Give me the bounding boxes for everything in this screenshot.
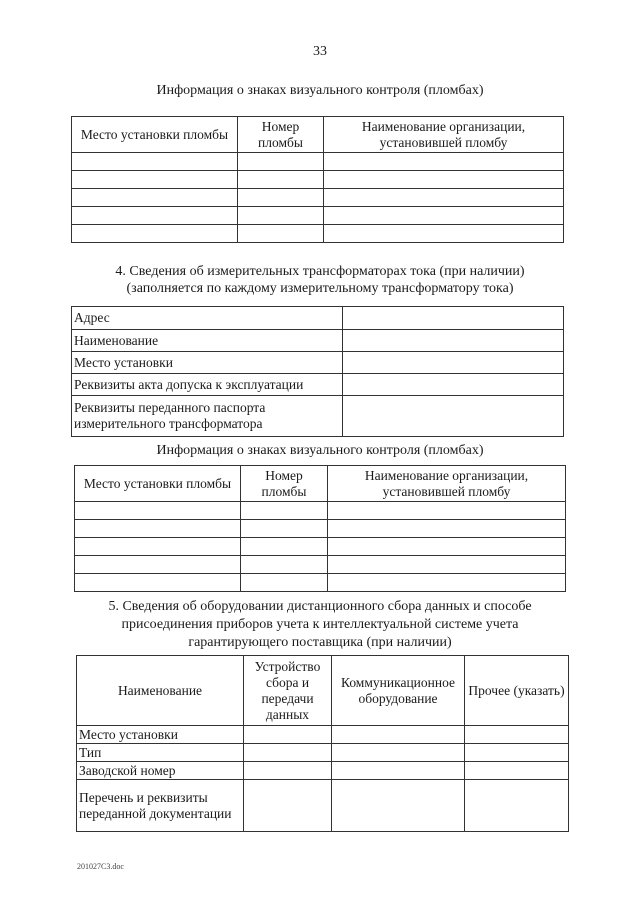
table-cell[interactable] <box>332 780 465 832</box>
row-value-location[interactable] <box>343 352 564 374</box>
header-seal-organization: Наименование организации, установившей пломбу <box>324 117 564 153</box>
row-value-acceptance-act[interactable] <box>343 374 564 396</box>
table-cell[interactable] <box>238 225 324 243</box>
table-cell[interactable] <box>332 762 465 780</box>
table-row <box>77 762 569 780</box>
table-cell[interactable] <box>75 556 241 574</box>
section5-title-line1: 5. Сведения об оборудовании дистанционного сбора данных и способе <box>108 599 532 614</box>
table-cell[interactable] <box>75 520 241 538</box>
table-row <box>75 556 566 574</box>
table-cell[interactable] <box>241 556 328 574</box>
table-row <box>75 502 566 520</box>
table-cell[interactable] <box>332 726 465 744</box>
header-seal-organization: Наименование организации, установившей пломбу <box>328 466 566 502</box>
row-label-serial-number: Заводской номер <box>77 762 244 780</box>
table-cell[interactable] <box>324 171 564 189</box>
row-label-passport: Реквизиты переданного паспорта измерительного трансформатора <box>72 396 343 437</box>
table-row <box>75 574 566 592</box>
table-cell[interactable] <box>72 153 238 171</box>
table-cell[interactable] <box>465 780 569 832</box>
table-cell[interactable] <box>328 520 566 538</box>
table-row <box>75 520 566 538</box>
table-cell[interactable] <box>465 762 569 780</box>
section4-title-line1: 4. Сведения об измерительных трансформаторах тока (при наличии) <box>115 264 525 279</box>
table-row <box>72 225 564 243</box>
table-row <box>77 744 569 762</box>
table-row <box>72 207 564 225</box>
page-number: 33 <box>313 44 327 59</box>
table-cell[interactable] <box>465 726 569 744</box>
header-name: Наименование <box>77 656 244 726</box>
table-cell[interactable] <box>328 538 566 556</box>
table-row <box>72 171 564 189</box>
row-label-location: Место установки <box>77 726 244 744</box>
table-cell[interactable] <box>244 744 332 762</box>
table-row <box>72 330 564 352</box>
section5-title-line2: присоединения приборов учета к интеллектуальной системе учета <box>121 617 519 632</box>
seals-title-2: Информация о знаках визуального контроля (пломбах) <box>156 443 484 458</box>
table-cell[interactable] <box>238 171 324 189</box>
seals-table-header <box>72 117 564 153</box>
table-row <box>72 352 564 374</box>
table-cell[interactable] <box>72 207 238 225</box>
table-cell[interactable] <box>332 744 465 762</box>
row-value-address[interactable] <box>343 307 564 330</box>
header-seal-number: Номер пломбы <box>238 117 324 153</box>
table-cell[interactable] <box>324 225 564 243</box>
table-cell[interactable] <box>75 574 241 592</box>
header-other: Прочее (указать) <box>465 656 569 726</box>
header-seal-location: Место установки пломбы <box>72 117 238 153</box>
table-cell[interactable] <box>238 153 324 171</box>
table-cell[interactable] <box>72 189 238 207</box>
table-cell[interactable] <box>241 538 328 556</box>
header-seal-location: Место установки пломбы <box>75 466 241 502</box>
row-label-address: Адрес <box>72 307 343 330</box>
table-cell[interactable] <box>241 502 328 520</box>
table-cell[interactable] <box>328 556 566 574</box>
table-cell[interactable] <box>72 225 238 243</box>
row-label-acceptance-act: Реквизиты акта допуска к эксплуатации <box>72 374 343 396</box>
table-row <box>77 780 569 832</box>
section5-title-line3: гарантирующего поставщика (при наличии) <box>188 635 452 650</box>
table-cell[interactable] <box>324 189 564 207</box>
table-cell[interactable] <box>328 502 566 520</box>
header-seal-number: Номер пломбы <box>241 466 328 502</box>
table-cell[interactable] <box>324 207 564 225</box>
equipment-table-header <box>77 656 569 726</box>
table-cell[interactable] <box>241 520 328 538</box>
header-communication-equipment: Коммуникационное оборудование <box>332 656 465 726</box>
table-cell[interactable] <box>324 153 564 171</box>
footer-filename: 201027C3.doc <box>77 862 124 871</box>
row-value-passport[interactable] <box>343 396 564 437</box>
equipment-table <box>76 655 569 832</box>
table-row <box>77 726 569 744</box>
table-cell[interactable] <box>238 207 324 225</box>
row-label-type: Тип <box>77 744 244 762</box>
table-cell[interactable] <box>238 189 324 207</box>
row-label-location: Место установки <box>72 352 343 374</box>
transformer-table <box>71 306 564 437</box>
row-value-name[interactable] <box>343 330 564 352</box>
table-cell[interactable] <box>465 744 569 762</box>
seals-title: Информация о знаках визуального контроля (пломбах) <box>156 83 484 98</box>
table-cell[interactable] <box>244 762 332 780</box>
table-row <box>72 374 564 396</box>
table-cell[interactable] <box>244 780 332 832</box>
seals-table-2 <box>74 465 566 592</box>
table-row <box>72 189 564 207</box>
table-row <box>72 307 564 330</box>
table-row <box>75 538 566 556</box>
table-cell[interactable] <box>328 574 566 592</box>
header-data-collection-device: Устройство сбора и передачи данных <box>244 656 332 726</box>
table-cell[interactable] <box>72 171 238 189</box>
row-label-documentation: Перечень и реквизиты переданной документации <box>77 780 244 832</box>
table-cell[interactable] <box>241 574 328 592</box>
table-cell[interactable] <box>75 502 241 520</box>
seals-table-2-header <box>75 466 566 502</box>
table-cell[interactable] <box>75 538 241 556</box>
row-label-name: Наименование <box>72 330 343 352</box>
seals-table <box>71 116 564 243</box>
table-row <box>72 153 564 171</box>
table-row <box>72 396 564 437</box>
table-cell[interactable] <box>244 726 332 744</box>
section4-title-line2: (заполняется по каждому измерительному трансформатору тока) <box>126 281 514 296</box>
